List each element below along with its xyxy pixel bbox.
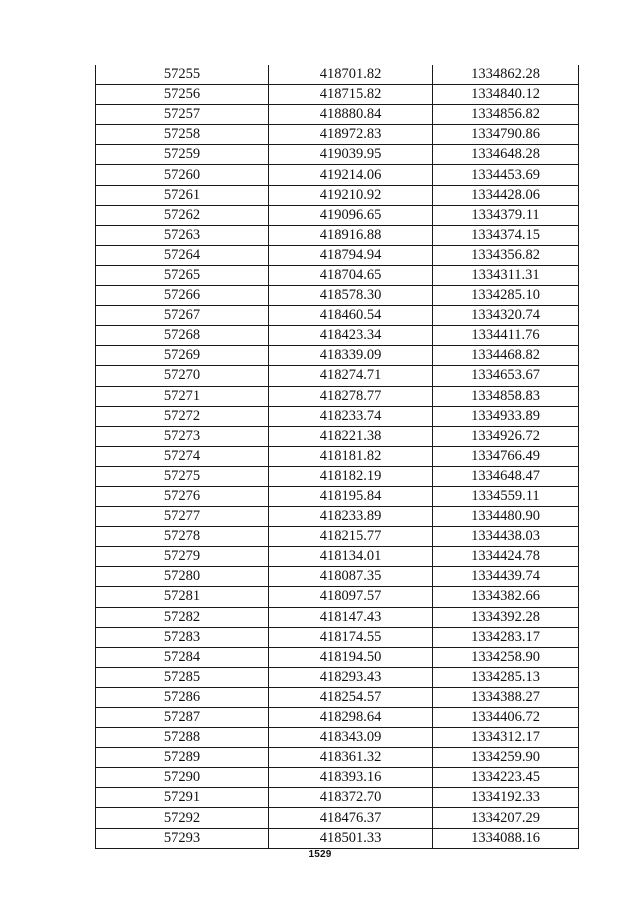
y-coordinate-cell: 1334356.82 (433, 245, 579, 265)
x-coordinate-cell: 418578.30 (269, 286, 433, 306)
x-coordinate-cell: 418147.43 (269, 607, 433, 627)
point-id-cell: 57279 (96, 547, 269, 567)
point-id-cell: 57271 (96, 386, 269, 406)
table-row (96, 406, 579, 426)
table-row (96, 768, 579, 788)
point-id-cell: 57285 (96, 667, 269, 687)
x-coordinate-cell: 419214.06 (269, 165, 433, 185)
point-id-cell: 57265 (96, 265, 269, 285)
point-id-cell: 57281 (96, 587, 269, 607)
x-coordinate-cell: 418298.64 (269, 708, 433, 728)
point-id-cell: 57259 (96, 145, 269, 165)
x-coordinate-cell: 418880.84 (269, 105, 433, 125)
point-id-cell: 57273 (96, 426, 269, 446)
y-coordinate-cell: 1334192.33 (433, 788, 579, 808)
x-coordinate-cell: 418794.94 (269, 245, 433, 265)
table-row (96, 265, 579, 285)
table-row (96, 647, 579, 667)
table-row (96, 426, 579, 446)
x-coordinate-cell: 418278.77 (269, 386, 433, 406)
table-row (96, 366, 579, 386)
point-id-cell: 57284 (96, 647, 269, 667)
y-coordinate-cell: 1334559.11 (433, 486, 579, 506)
table-row (96, 205, 579, 225)
x-coordinate-cell: 419039.95 (269, 145, 433, 165)
point-id-cell: 57264 (96, 245, 269, 265)
y-coordinate-cell: 1334388.27 (433, 687, 579, 707)
x-coordinate-cell: 418134.01 (269, 547, 433, 567)
table-row (96, 65, 579, 85)
table-row (96, 547, 579, 567)
x-coordinate-cell: 418174.55 (269, 627, 433, 647)
point-id-cell: 57277 (96, 507, 269, 527)
point-id-cell: 57283 (96, 627, 269, 647)
x-coordinate-cell: 418343.09 (269, 728, 433, 748)
point-id-cell: 57293 (96, 828, 269, 848)
table-row (96, 607, 579, 627)
y-coordinate-cell: 1334223.45 (433, 768, 579, 788)
table-row (96, 828, 579, 848)
y-coordinate-cell: 1334379.11 (433, 205, 579, 225)
y-coordinate-cell: 1334840.12 (433, 85, 579, 105)
point-id-cell: 57266 (96, 286, 269, 306)
point-id-cell: 57258 (96, 125, 269, 145)
y-coordinate-cell: 1334311.31 (433, 265, 579, 285)
y-coordinate-cell: 1334207.29 (433, 808, 579, 828)
table-row (96, 386, 579, 406)
table-row (96, 587, 579, 607)
coordinates-table-body (96, 65, 579, 848)
point-id-cell: 57272 (96, 406, 269, 426)
table-row (96, 507, 579, 527)
y-coordinate-cell: 1334766.49 (433, 446, 579, 466)
y-coordinate-cell: 1334374.15 (433, 225, 579, 245)
point-id-cell: 57282 (96, 607, 269, 627)
point-id-cell: 57256 (96, 85, 269, 105)
table-row (96, 326, 579, 346)
y-coordinate-cell: 1334790.86 (433, 125, 579, 145)
y-coordinate-cell: 1334926.72 (433, 426, 579, 446)
table-row (96, 808, 579, 828)
point-id-cell: 57260 (96, 165, 269, 185)
point-id-cell: 57278 (96, 527, 269, 547)
y-coordinate-cell: 1334283.17 (433, 627, 579, 647)
point-id-cell: 57274 (96, 446, 269, 466)
x-coordinate-cell: 418195.84 (269, 486, 433, 506)
y-coordinate-cell: 1334424.78 (433, 547, 579, 567)
x-coordinate-cell: 418715.82 (269, 85, 433, 105)
x-coordinate-cell: 418916.88 (269, 225, 433, 245)
table-row (96, 627, 579, 647)
y-coordinate-cell: 1334406.72 (433, 708, 579, 728)
x-coordinate-cell: 418476.37 (269, 808, 433, 828)
table-row (96, 185, 579, 205)
point-id-cell: 57276 (96, 486, 269, 506)
y-coordinate-cell: 1334259.90 (433, 748, 579, 768)
y-coordinate-cell: 1334439.74 (433, 567, 579, 587)
x-coordinate-cell: 418274.71 (269, 366, 433, 386)
y-coordinate-cell: 1334285.10 (433, 286, 579, 306)
x-coordinate-cell: 419096.65 (269, 205, 433, 225)
x-coordinate-cell: 418423.34 (269, 326, 433, 346)
y-coordinate-cell: 1334468.82 (433, 346, 579, 366)
y-coordinate-cell: 1334312.17 (433, 728, 579, 748)
x-coordinate-cell: 418181.82 (269, 446, 433, 466)
point-id-cell: 57257 (96, 105, 269, 125)
y-coordinate-cell: 1334320.74 (433, 306, 579, 326)
x-coordinate-cell: 418194.50 (269, 647, 433, 667)
x-coordinate-cell: 418215.77 (269, 527, 433, 547)
x-coordinate-cell: 418704.65 (269, 265, 433, 285)
table-row (96, 667, 579, 687)
y-coordinate-cell: 1334438.03 (433, 527, 579, 547)
x-coordinate-cell: 418361.32 (269, 748, 433, 768)
x-coordinate-cell: 418339.09 (269, 346, 433, 366)
y-coordinate-cell: 1334285.13 (433, 667, 579, 687)
table-row (96, 306, 579, 326)
x-coordinate-cell: 418254.57 (269, 687, 433, 707)
y-coordinate-cell: 1334428.06 (433, 185, 579, 205)
y-coordinate-cell: 1334411.76 (433, 326, 579, 346)
y-coordinate-cell: 1334648.28 (433, 145, 579, 165)
table-row (96, 708, 579, 728)
y-coordinate-cell: 1334382.66 (433, 587, 579, 607)
point-id-cell: 57292 (96, 808, 269, 828)
x-coordinate-cell: 418221.38 (269, 426, 433, 446)
point-id-cell: 57262 (96, 205, 269, 225)
x-coordinate-cell: 418293.43 (269, 667, 433, 687)
y-coordinate-cell: 1334862.28 (433, 65, 579, 85)
point-id-cell: 57290 (96, 768, 269, 788)
table-row (96, 245, 579, 265)
x-coordinate-cell: 418460.54 (269, 306, 433, 326)
table-row (96, 466, 579, 486)
table-row (96, 85, 579, 105)
table-row (96, 527, 579, 547)
table-row (96, 567, 579, 587)
y-coordinate-cell: 1334453.69 (433, 165, 579, 185)
y-coordinate-cell: 1334648.47 (433, 466, 579, 486)
point-id-cell: 57267 (96, 306, 269, 326)
x-coordinate-cell: 418233.74 (269, 406, 433, 426)
table-row (96, 225, 579, 245)
point-id-cell: 57288 (96, 728, 269, 748)
y-coordinate-cell: 1334088.16 (433, 828, 579, 848)
x-coordinate-cell: 418233.89 (269, 507, 433, 527)
table-row (96, 728, 579, 748)
y-coordinate-cell: 1334856.82 (433, 105, 579, 125)
table-row (96, 788, 579, 808)
x-coordinate-cell: 418701.82 (269, 65, 433, 85)
point-id-cell: 57280 (96, 567, 269, 587)
table-row (96, 145, 579, 165)
x-coordinate-cell: 418972.83 (269, 125, 433, 145)
table-row (96, 286, 579, 306)
coordinates-table (95, 65, 579, 849)
y-coordinate-cell: 1334392.28 (433, 607, 579, 627)
point-id-cell: 57275 (96, 466, 269, 486)
point-id-cell: 57261 (96, 185, 269, 205)
page-number: 1529 (308, 849, 332, 860)
y-coordinate-cell: 1334653.67 (433, 366, 579, 386)
x-coordinate-cell: 418097.57 (269, 587, 433, 607)
point-id-cell: 57286 (96, 687, 269, 707)
y-coordinate-cell: 1334258.90 (433, 647, 579, 667)
point-id-cell: 57289 (96, 748, 269, 768)
table-row (96, 346, 579, 366)
y-coordinate-cell: 1334858.83 (433, 386, 579, 406)
x-coordinate-cell: 418372.70 (269, 788, 433, 808)
point-id-cell: 57255 (96, 65, 269, 85)
table-row (96, 105, 579, 125)
y-coordinate-cell: 1334480.90 (433, 507, 579, 527)
table-row (96, 486, 579, 506)
point-id-cell: 57269 (96, 346, 269, 366)
x-coordinate-cell: 418501.33 (269, 828, 433, 848)
x-coordinate-cell: 418393.16 (269, 768, 433, 788)
point-id-cell: 57287 (96, 708, 269, 728)
table-row (96, 446, 579, 466)
table-row (96, 125, 579, 145)
table-row (96, 687, 579, 707)
point-id-cell: 57263 (96, 225, 269, 245)
x-coordinate-cell: 419210.92 (269, 185, 433, 205)
point-id-cell: 57268 (96, 326, 269, 346)
point-id-cell: 57270 (96, 366, 269, 386)
y-coordinate-cell: 1334933.89 (433, 406, 579, 426)
table-row (96, 748, 579, 768)
x-coordinate-cell: 418087.35 (269, 567, 433, 587)
x-coordinate-cell: 418182.19 (269, 466, 433, 486)
table-row (96, 165, 579, 185)
point-id-cell: 57291 (96, 788, 269, 808)
